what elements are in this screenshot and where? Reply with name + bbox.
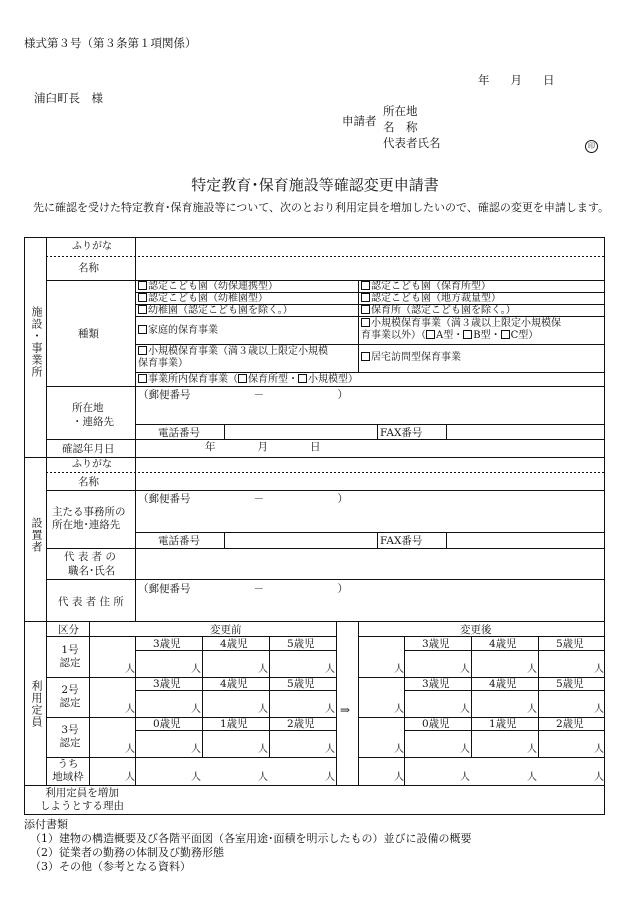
document-title: 特定教育･保育施設等確認変更申請書 xyxy=(191,176,439,194)
age-header: 0歳児 xyxy=(153,718,181,730)
age-header: 3歳児 xyxy=(153,678,181,690)
type-option-kodomoen-chiho[interactable]: 認定こども園（地方裁量型） xyxy=(361,293,501,305)
checkbox-icon xyxy=(361,352,370,361)
capacity-after-input[interactable]: 人 xyxy=(594,772,604,783)
capacity-unit: 人 xyxy=(394,744,404,755)
age-header: 1歳児 xyxy=(220,718,248,730)
capacity-before-input[interactable]: 人 xyxy=(258,704,268,715)
date-month: 月 xyxy=(510,73,523,87)
capacity-before-input[interactable]: 人 xyxy=(325,744,335,755)
age-header: 4歳児 xyxy=(489,638,517,650)
capacity-after-input[interactable]: 人 xyxy=(460,664,470,675)
checkbox-icon xyxy=(138,374,147,383)
name-label: 名 称 xyxy=(383,120,418,134)
confirm-date-label: 確認年月日 xyxy=(62,443,115,455)
addressee: 浦臼町長 様 xyxy=(34,91,103,105)
capacity-row-label: 2号 認定 xyxy=(59,684,81,709)
intro-text: 先に確認を受けた特定教育･保育施設等について、次のとおり利用定員を増加したいので、確認の変更を申請します。 xyxy=(33,201,609,214)
capacity-after-input[interactable]: 人 xyxy=(527,744,537,755)
facility-phone-label: 電話番号 xyxy=(158,427,200,439)
checkbox-icon xyxy=(138,281,147,290)
attachment-item: （1）建物の構造概要及び各階平面図（各室用途･面積を明示したもの）並びに設備の概要 xyxy=(30,832,472,845)
increase-reason-label: 利用定員を増加 しようとする理由 xyxy=(40,787,124,812)
age-header: 3歳児 xyxy=(422,678,450,690)
type-option-yochien[interactable]: 幼稚園（認定こども園を除く。） xyxy=(138,305,293,317)
capacity-unit: 人 xyxy=(394,704,404,715)
establisher-office-label: 主たる事務所の 所在地･連絡先 xyxy=(52,506,126,531)
checkbox-icon xyxy=(298,374,307,383)
capacity-after-input[interactable]: 人 xyxy=(527,664,537,675)
age-header: 1歳児 xyxy=(489,718,517,730)
capacity-before-input[interactable]: 人 xyxy=(325,772,335,783)
establisher-furigana-label: ふりがな xyxy=(72,459,112,470)
age-header: 4歳児 xyxy=(489,678,517,690)
checkbox-icon xyxy=(426,330,435,339)
type-option-kodomoen-yochien[interactable]: 認定こども園（幼稚園型） xyxy=(138,293,268,305)
address-label: 所在地 xyxy=(383,104,418,118)
type-option-kodomoen-renkei[interactable]: 認定こども園（幼保連携型） xyxy=(138,281,278,293)
establisher-section-label: 設置者 xyxy=(30,517,43,553)
representative-postal-field[interactable]: （郵便番号 － ） xyxy=(138,583,348,595)
representative-label: 代表者氏名 xyxy=(383,136,441,150)
capacity-before-input[interactable]: 人 xyxy=(191,744,201,755)
facility-address-label: 所在地 ・連絡先 xyxy=(72,402,114,428)
capacity-after-input[interactable]: 人 xyxy=(460,772,470,783)
capacity-unit: 人 xyxy=(125,744,135,755)
age-header: 2歳児 xyxy=(556,718,584,730)
capacity-after-header: 変更後 xyxy=(460,624,492,636)
capacity-after-input[interactable]: 人 xyxy=(460,704,470,715)
date-year: 年 xyxy=(478,73,491,87)
type-option-katei[interactable]: 家庭的保育事業 xyxy=(138,325,218,337)
arrow-icon: ⇒ xyxy=(340,703,351,717)
age-header: 4歳児 xyxy=(220,678,248,690)
capacity-after-input[interactable]: 人 xyxy=(527,704,537,715)
establisher-postal-field[interactable]: （郵便番号 － ） xyxy=(138,493,348,505)
representative-title-label: 代 表 者 の 職名･氏名 xyxy=(64,551,117,577)
checkbox-icon xyxy=(138,305,147,314)
confirm-date-field[interactable]: 年 月 日 xyxy=(205,441,321,453)
type-option-shokibo[interactable]: 小規模保育事業（満３歳以上限定小規模保 育事業以外）（ A型・ B型・ C型） xyxy=(361,318,561,341)
establisher-fax-label: FAX番号 xyxy=(380,535,423,547)
type-option-jigyoshonai[interactable]: 事業所内保育事業（ 保育所型・ 小規模型） xyxy=(138,374,358,386)
age-header: 5歳児 xyxy=(556,678,584,690)
capacity-after-input[interactable]: 人 xyxy=(594,744,604,755)
capacity-unit: 人 xyxy=(125,772,135,783)
type-option-shokibo-3plus[interactable]: 小規模保育事業（満３歳以上限定小規模 保育事業） xyxy=(138,346,328,369)
age-header: 4歳児 xyxy=(220,638,248,650)
capacity-section-label: 利用定員 xyxy=(30,680,43,728)
checkbox-icon xyxy=(361,293,370,302)
capacity-row-label: 1号 認定 xyxy=(59,644,81,669)
capacity-before-header: 変更前 xyxy=(210,624,242,636)
checkbox-icon xyxy=(138,325,147,334)
establisher-name-label: 名称 xyxy=(78,476,99,488)
facility-postal-field[interactable]: （郵便番号 － ） xyxy=(138,389,348,401)
age-header: 2歳児 xyxy=(287,718,315,730)
checkbox-icon xyxy=(463,330,472,339)
type-option-kyotaku[interactable]: 居宅訪問型保育事業 xyxy=(361,352,461,364)
capacity-before-input[interactable]: 人 xyxy=(191,664,201,675)
facility-fax-label: FAX番号 xyxy=(380,427,423,439)
facility-section-label: 施設・事業所 xyxy=(30,306,43,378)
capacity-before-input[interactable]: 人 xyxy=(191,704,201,715)
capacity-unit: 人 xyxy=(394,772,404,783)
capacity-row-label: 3号 認定 xyxy=(59,724,81,749)
attachment-item: （3）その他（参考となる資料） xyxy=(30,860,191,873)
age-header: 3歳児 xyxy=(422,638,450,650)
checkbox-icon xyxy=(361,318,370,327)
form-number: 様式第３号（第３条第１項関係） xyxy=(24,36,197,50)
capacity-unit: 人 xyxy=(125,664,135,675)
checkbox-icon xyxy=(138,293,147,302)
applicant-label: 申請者 xyxy=(342,114,377,128)
facility-name-label: 名称 xyxy=(78,262,99,274)
attachment-item: （2）従業者の勤務の体制及び勤務形態 xyxy=(30,846,224,859)
age-header: 5歳児 xyxy=(287,638,315,650)
age-header: 0歳児 xyxy=(422,718,450,730)
capacity-unit: 人 xyxy=(394,664,404,675)
capacity-unit: 人 xyxy=(125,704,135,715)
age-header: 5歳児 xyxy=(287,678,315,690)
capacity-category-header: 区分 xyxy=(58,624,79,636)
capacity-before-input[interactable]: 人 xyxy=(325,664,335,675)
capacity-after-input[interactable]: 人 xyxy=(460,744,470,755)
attachments xyxy=(24,818,472,874)
type-option-kodomoen-hoikusho[interactable]: 認定こども園（保育所型） xyxy=(361,281,491,293)
age-header: 3歳児 xyxy=(153,638,181,650)
capacity-before-input[interactable]: 人 xyxy=(325,704,335,715)
seal-mark: 印 xyxy=(585,140,598,153)
capacity-after-input[interactable]: 人 xyxy=(594,704,604,715)
checkbox-icon xyxy=(501,330,510,339)
capacity-after-input[interactable]: 人 xyxy=(527,772,537,783)
capacity-row-label: うち 地域枠 xyxy=(52,758,84,783)
capacity-after-input[interactable]: 人 xyxy=(594,664,604,675)
capacity-before-input[interactable]: 人 xyxy=(258,772,268,783)
establisher-phone-label: 電話番号 xyxy=(158,535,200,547)
facility-type-label: 種類 xyxy=(78,328,99,340)
checkbox-icon xyxy=(361,305,370,314)
age-header: 5歳児 xyxy=(556,638,584,650)
capacity-before-input[interactable]: 人 xyxy=(258,664,268,675)
checkbox-icon xyxy=(238,374,247,383)
facility-furigana-label: ふりがな xyxy=(72,241,112,252)
checkbox-icon xyxy=(138,346,147,355)
date-day: 日 xyxy=(543,73,556,87)
capacity-before-input[interactable]: 人 xyxy=(191,772,201,783)
representative-address-label: 代 表 者 住 所 xyxy=(58,596,124,608)
capacity-before-input[interactable]: 人 xyxy=(258,744,268,755)
attachments-heading: 添付書類 xyxy=(24,818,68,831)
checkbox-icon xyxy=(361,281,370,290)
type-option-hoikusho[interactable]: 保育所（認定こども園を除く。） xyxy=(361,305,516,317)
